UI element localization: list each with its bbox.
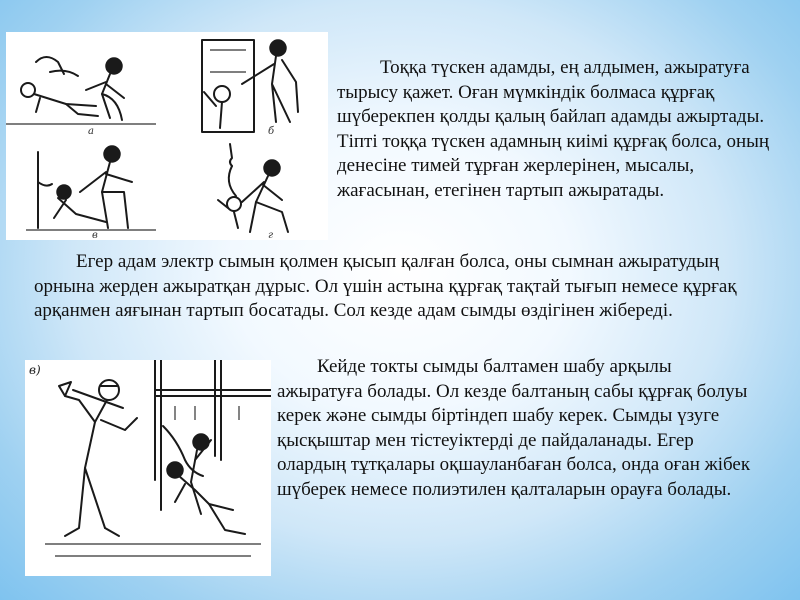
- rescue-scenes-drawing: [6, 32, 328, 240]
- scene-a: [6, 57, 156, 124]
- caption-a: а: [88, 126, 94, 137]
- paragraph-rescue-intro: Тоққа түскен адамды, ең алдымен, ажыратуға тырысу қажет. Оған мүмкіндік болмаса құрғақ шүберекпен қолды қалың байлап адамды ажыртады. Тіпті тоққа түскен адамның киімі құрғақ болса, оның денесіне тимей тұрған жерлерінен, мысалы, жағасынан, етегінен тартып ажыратады.: [337, 57, 770, 201]
- caption-b: б: [268, 126, 275, 137]
- scene-v: [26, 146, 156, 230]
- caption-v: в: [92, 230, 98, 240]
- scene-g: [218, 144, 288, 232]
- axe-cutting-drawing: [25, 360, 271, 576]
- scene-b: [202, 40, 298, 132]
- rescue-illustration-bottom: [25, 360, 271, 576]
- paragraph-axe-cutting: Кейде токты сымды балтамен шабу арқылы ажыратуға болады. Ол кезде балтаның сабы құрғақ болуы керек және сымды біртіндеп шабу керек. Сымды үзуге қысқыштар мен тістеуіктерді де пайдаланады. Егер олардың тұтқалары оқшауланбаған болса, онда оған жібек шүберек немесе полиэтилен қалталарын орауға болады.: [277, 356, 751, 500]
- caption-bottom: в): [29, 363, 41, 377]
- caption-g: г: [268, 230, 274, 240]
- rescue-illustration-top: [6, 32, 328, 240]
- paragraph-wire-grip: Егер адам электр сымын қолмен қысып қалған болса, оны сымнан ажыратудың орнына жерден ажыратқан дұрыс. Ол үшін астына құрғақ тақтай тығып немесе құрғақ арқанмен аяғынан тартып босатады. Сол кезде адам сымды өздігінен жібереді.: [34, 251, 737, 321]
